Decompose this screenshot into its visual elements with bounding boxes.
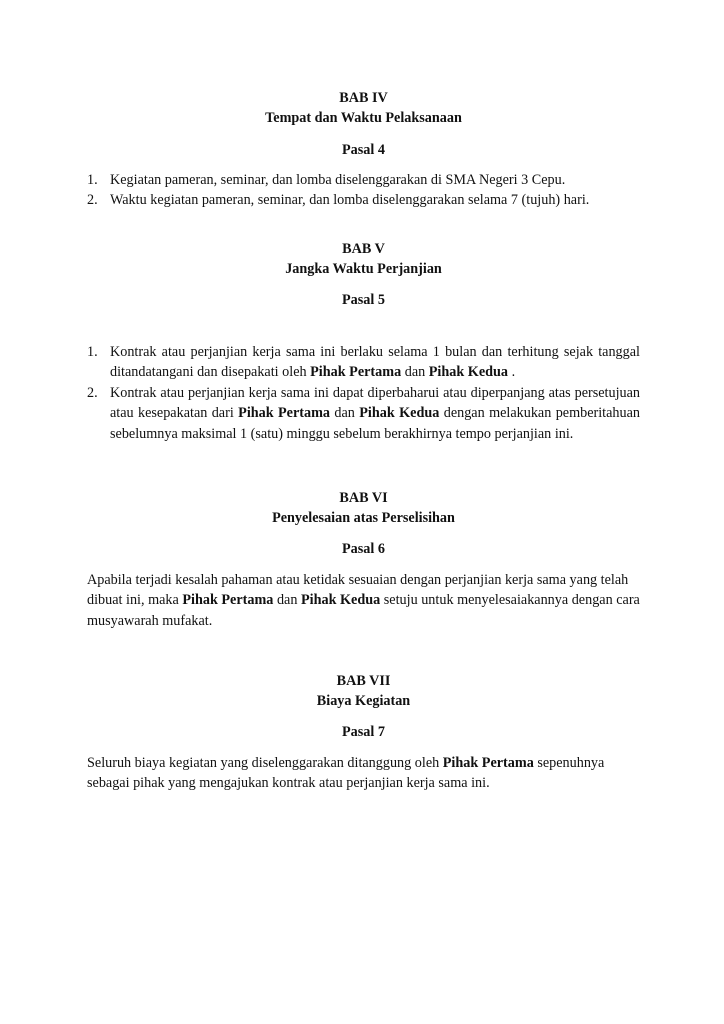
party-first: Pihak Pertama [182, 592, 274, 609]
text-run: . [508, 364, 516, 381]
bab6-heading [87, 488, 640, 529]
party-first: Pihak Pertama [310, 364, 402, 381]
bab6-subtitle: Penyelesaian atas Perselisihan [272, 510, 455, 527]
list-text: Waktu kegiatan pameran, seminar, dan lomba diselenggarakan selama 7 (tujuh) hari. [110, 192, 590, 209]
bab4-subtitle: Tempat dan Waktu Pelaksanaan [265, 110, 462, 127]
text-run: dan [330, 405, 360, 422]
pasal7-title: Pasal 7 [342, 724, 385, 740]
bab5-heading [87, 239, 640, 280]
text-run: setuju untuk menyelesaiakannya dengan cara musyawarah mufakat. [87, 592, 640, 629]
pasal7-heading [87, 722, 640, 742]
party-second: Pihak Kedua [359, 405, 440, 422]
text-run: dengan melakukan pemberitahuan sebelumnya maksimal 1 (satu) minggu sebelum berakhirnya tempo perjanjian ini. [110, 405, 640, 442]
list-number: 2. [87, 192, 98, 209]
text-run: Apabila terjadi kesalah pahaman atau ketidak sesuaian dengan perjanjian kerja sama yang telah dibuat ini, maka [87, 572, 629, 609]
text-run: Kontrak atau perjanjian kerja sama ini berlaku selama 1 bulan dan terhitung sejak tanggal ditandatangani dan disepakati oleh [110, 344, 640, 381]
list-text: Kegiatan pameran, seminar, dan lomba diselenggarakan di SMA Negeri 3 Cepu. [110, 172, 566, 188]
list-number: 1. [87, 344, 98, 360]
text-run: dan [401, 364, 429, 381]
list-item [87, 342, 640, 383]
list-item [87, 190, 640, 210]
party-second: Pihak Kedua [300, 592, 381, 609]
bab7-title: BAB VII [336, 673, 391, 689]
pasal5-list [87, 342, 640, 444]
text-run: Kontrak atau perjanjian kerja sama ini dapat diperbaharui atau diperpanjang atas persetujuan atau kesepakatan dari [110, 384, 640, 422]
text-run: sepenuhnya sebagai pihak yang mengajukan kontrak atau perjanjian kerja sama ini. [87, 755, 605, 792]
bab6-title: BAB VI [339, 490, 388, 506]
pasal6-heading [87, 539, 640, 559]
list-item [87, 170, 640, 190]
list-number: 1. [87, 172, 98, 188]
pasal4-heading [87, 140, 640, 160]
list-number: 2. [87, 384, 98, 401]
bab5-subtitle: Jangka Waktu Perjanjian [285, 261, 442, 278]
bab5-title: BAB V [342, 241, 385, 257]
bab7-heading [87, 671, 640, 712]
bab7-subtitle: Biaya Kegiatan [316, 693, 411, 710]
text-run: Seluruh biaya kegiatan yang diselenggarakan ditanggung oleh [87, 755, 443, 771]
list-item [87, 383, 640, 444]
bab4-title: BAB IV [339, 90, 388, 106]
pasal7-paragraph [87, 753, 640, 794]
pasal6-paragraph [87, 570, 640, 631]
pasal5-heading [87, 290, 640, 310]
bab4-heading [87, 88, 640, 129]
party-second: Pihak Kedua [428, 364, 509, 381]
pasal6-title: Pasal 6 [342, 541, 385, 557]
text-run: dan [273, 592, 301, 609]
party-first: Pihak Pertama [442, 755, 534, 771]
party-first: Pihak Pertama [238, 405, 331, 422]
pasal4-title: Pasal 4 [342, 142, 385, 158]
pasal4-list [87, 170, 640, 211]
pasal5-title: Pasal 5 [342, 292, 385, 308]
